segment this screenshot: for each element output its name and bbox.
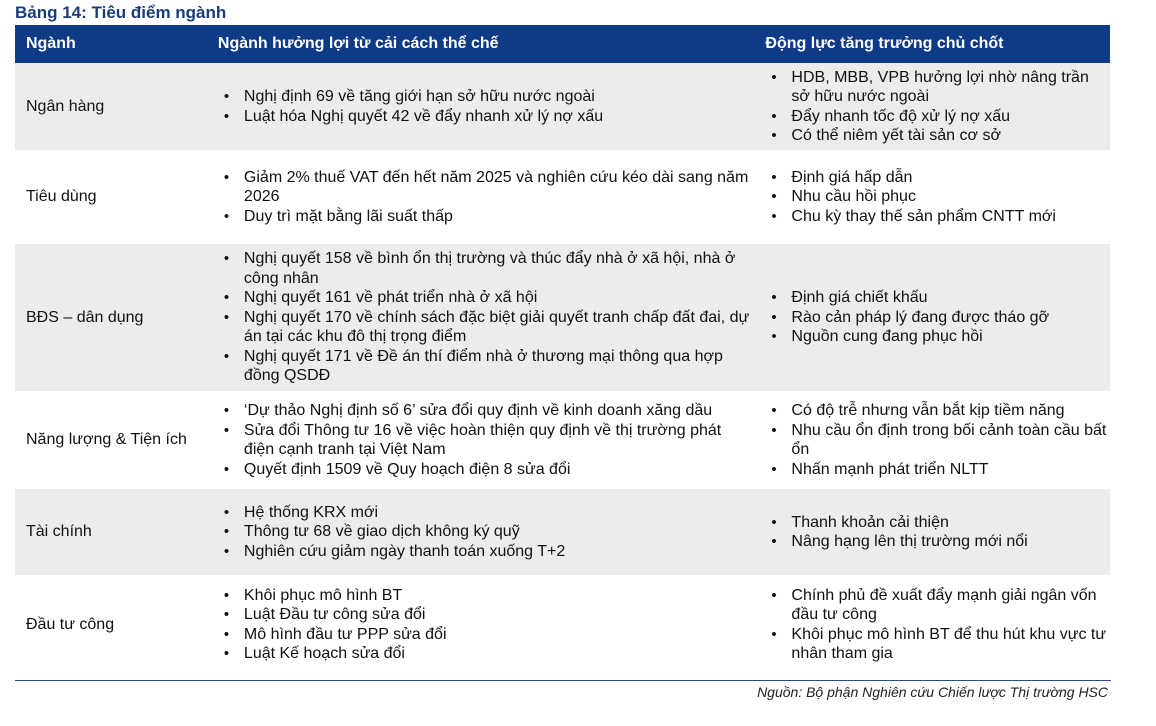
reform-item: • Sửa đổi Thông tư 16 về việc hoàn thiện quy định về thị trường phát điện cạnh tranh tại Việt Nam bbox=[238, 421, 755, 460]
header-drivers: Động lực tăng trưởng chủ chốt bbox=[754, 25, 1110, 63]
reforms-list bbox=[218, 87, 755, 126]
reforms-cell bbox=[207, 578, 755, 671]
reform-item: • Mô hình đầu tư PPP sửa đổi bbox=[238, 625, 755, 645]
driver-item: • Nguồn cung đang phục hồi bbox=[785, 327, 1110, 347]
reform-item: • Nghị quyết 161 về phát triển nhà ở xã hội bbox=[238, 288, 755, 308]
driver-item: • Nhu cầu ổn định trong bối cảnh toàn cầu bất ổn bbox=[785, 421, 1110, 460]
reform-item: • Thông tư 68 về giao dịch không ký quỹ bbox=[238, 522, 755, 542]
driver-item: • Định giá chiết khấu bbox=[785, 288, 1110, 308]
table-row bbox=[15, 489, 1110, 575]
reform-item: • Nghị quyết 158 về bình ổn thị trường và thúc đẩy nhà ở xã hội, nhà ở công nhân bbox=[238, 249, 755, 288]
drivers-cell bbox=[754, 489, 1110, 575]
drivers-cell bbox=[754, 394, 1110, 486]
reforms-list bbox=[218, 586, 755, 664]
drivers-list bbox=[765, 68, 1110, 146]
table-row bbox=[15, 63, 1110, 150]
reform-item: • Duy trì mặt bằng lãi suất thấp bbox=[238, 207, 755, 227]
driver-item: • Đẩy nhanh tốc độ xử lý nợ xấu bbox=[785, 107, 1110, 127]
driver-item: • Chu kỳ thay thế sản phẩm CNTT mới bbox=[785, 207, 1110, 227]
driver-item: • Nhu cầu hồi phục bbox=[785, 187, 1110, 207]
driver-item: • Có độ trễ nhưng vẫn bắt kịp tiềm năng bbox=[785, 401, 1110, 421]
table-row bbox=[15, 394, 1110, 486]
reforms-cell bbox=[207, 394, 755, 486]
driver-item: • Thanh khoản cải thiện bbox=[785, 513, 1110, 533]
reform-item: • Luật Đầu tư công sửa đổi bbox=[238, 605, 755, 625]
driver-item: • Định giá hấp dẫn bbox=[785, 168, 1110, 188]
reform-item: • Quyết định 1509 về Quy hoạch điện 8 sửa đổi bbox=[238, 460, 755, 480]
source-note: Nguồn: Bộ phận Nghiên cứu Chiến lược Thị trường HSC bbox=[757, 684, 1108, 700]
drivers-list bbox=[765, 401, 1110, 479]
driver-item: • Chính phủ đề xuất đẩy mạnh giải ngân vốn đầu tư công bbox=[785, 586, 1110, 625]
driver-item: • Nhấn mạnh phát triển NLTT bbox=[785, 460, 1110, 480]
table-header-row bbox=[15, 25, 1110, 63]
drivers-list bbox=[765, 288, 1110, 347]
reforms-cell bbox=[207, 153, 755, 241]
reform-item: • ‘Dự thảo Nghị định số 6’ sửa đổi quy định về kinh doanh xăng dầu bbox=[238, 401, 755, 421]
sector-cell: Ngân hàng bbox=[15, 63, 207, 150]
sector-focus-table bbox=[15, 25, 1110, 671]
reforms-cell bbox=[207, 489, 755, 575]
drivers-cell bbox=[754, 63, 1110, 150]
reforms-cell bbox=[207, 63, 755, 150]
drivers-list bbox=[765, 586, 1110, 664]
reform-item: • Luật Kế hoạch sửa đổi bbox=[238, 644, 755, 664]
table-row bbox=[15, 578, 1110, 671]
reform-item: • Giảm 2% thuế VAT đến hết năm 2025 và nghiên cứu kéo dài sang năm 2026 bbox=[238, 168, 755, 207]
source-divider bbox=[15, 680, 1111, 681]
table-row bbox=[15, 153, 1110, 241]
driver-item: • HDB, MBB, VPB hưởng lợi nhờ nâng trần sở hữu nước ngoài bbox=[785, 68, 1110, 107]
table-page bbox=[15, 0, 1111, 671]
driver-item: • Có thể niêm yết tài sản cơ sở bbox=[785, 126, 1110, 146]
reforms-list bbox=[218, 503, 755, 562]
sector-cell: Tài chính bbox=[15, 489, 207, 575]
table-caption: Bảng 14: Tiêu điểm ngành bbox=[15, 3, 227, 22]
table-row bbox=[15, 244, 1110, 391]
sector-cell: BĐS – dân dụng bbox=[15, 244, 207, 391]
drivers-cell bbox=[754, 244, 1110, 391]
reform-item: • Luật hóa Nghị quyết 42 về đẩy nhanh xử lý nợ xấu bbox=[238, 107, 755, 127]
reform-item: • Nghị quyết 171 về Đề án thí điểm nhà ở thương mại thông qua hợp đồng QSDĐ bbox=[238, 347, 755, 386]
drivers-cell bbox=[754, 578, 1110, 671]
sector-cell: Năng lượng & Tiện ích bbox=[15, 394, 207, 486]
reform-item: • Nghị quyết 170 về chính sách đặc biệt giải quyết tranh chấp đất đai, dự án tại các khu đô thị trọng điểm bbox=[238, 308, 755, 347]
header-sector: Ngành bbox=[15, 25, 207, 63]
drivers-list bbox=[765, 168, 1110, 227]
header-reforms: Ngành hưởng lợi từ cải cách thể chế bbox=[207, 25, 755, 63]
reforms-list bbox=[218, 249, 755, 386]
reform-item: • Hệ thống KRX mới bbox=[238, 503, 755, 523]
reform-item: • Nghiên cứu giảm ngày thanh toán xuống T+2 bbox=[238, 542, 755, 562]
reform-item: • Khôi phục mô hình BT bbox=[238, 586, 755, 606]
drivers-list bbox=[765, 513, 1110, 552]
driver-item: • Khôi phục mô hình BT để thu hút khu vực tư nhân tham gia bbox=[785, 625, 1110, 664]
driver-item: • Rào cản pháp lý đang được tháo gỡ bbox=[785, 308, 1110, 328]
sector-cell: Tiêu dùng bbox=[15, 153, 207, 241]
table-body bbox=[15, 63, 1110, 671]
reforms-list bbox=[218, 401, 755, 479]
reforms-list bbox=[218, 168, 755, 227]
reform-item: • Nghị định 69 về tăng giới hạn sở hữu nước ngoài bbox=[238, 87, 755, 107]
sector-cell: Đầu tư công bbox=[15, 578, 207, 671]
drivers-cell bbox=[754, 153, 1110, 241]
reforms-cell bbox=[207, 244, 755, 391]
driver-item: • Nâng hạng lên thị trường mới nổi bbox=[785, 532, 1110, 552]
